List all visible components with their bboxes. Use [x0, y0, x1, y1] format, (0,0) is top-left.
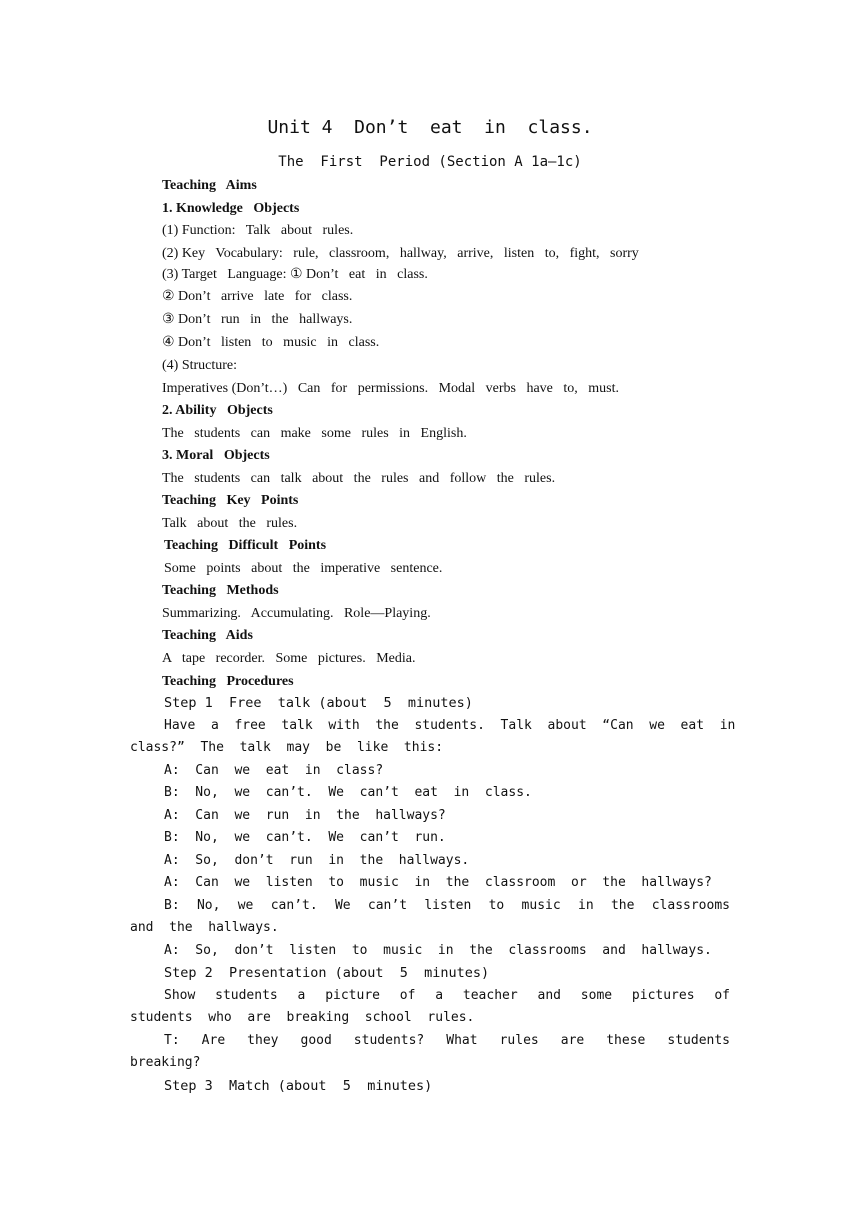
text-line: Summarizing. Accumulating. Role—Playing. [162, 606, 431, 621]
text-line: A tape recorder. Some pictures. Media. [162, 651, 416, 666]
text-line: Some points about the imperative sentence. [164, 561, 443, 576]
section-heading-procedures: Teaching Procedures [162, 674, 294, 689]
dialogue-line: A: Can we eat in class? [164, 763, 384, 778]
document-subtitle: The First Period (Section A 1a—1c) [278, 154, 582, 170]
text-line: (2) Key Vocabulary: rule, classroom, hallway, arrive, listen to, fight, sorry [162, 246, 639, 261]
text-line: (3) Target Language: ① Don’t eat in class. [162, 267, 428, 282]
dialogue-line: A: So, don’t run in the hallways. [164, 853, 470, 868]
subheading-moral-objects: 3. Moral Objects [162, 448, 270, 463]
text-line: Imperatives (Don’t…) Can for permissions. Modal verbs have to, must. [162, 381, 620, 396]
dialogue-line: B: No, we can’t. We can’t run. [164, 830, 446, 845]
text-line: The students can talk about the rules and follow the rules. [162, 471, 556, 486]
section-heading-methods: Teaching Methods [162, 583, 279, 598]
step-3-heading: Step 3 Match (about 5 minutes) [164, 1078, 433, 1094]
text-line: ② Don’t arrive late for class. [162, 289, 353, 304]
subheading-ability-objects: 2. Ability Objects [162, 403, 273, 418]
text-line: breaking? [130, 1055, 201, 1070]
step-2-heading: Step 2 Presentation (about 5 minutes) [164, 965, 490, 981]
dialogue-line: A: So, don’t listen to music in the classrooms and hallways. [164, 943, 712, 958]
text-line: Talk about the rules. [162, 516, 298, 531]
section-heading-key-points: Teaching Key Points [162, 493, 299, 508]
text-line: The students can make some rules in English. [162, 426, 467, 441]
dialogue-line: A: Can we run in the hallways? [164, 808, 446, 823]
dialogue-line: B: No, we can’t. We can’t eat in class. [164, 785, 532, 800]
text-line: ④ Don’t listen to music in class. [162, 335, 380, 350]
text-line: ③ Don’t run in the hallways. [162, 312, 353, 327]
step-1-heading: Step 1 Free talk (about 5 minutes) [164, 695, 473, 711]
text-line: (1) Function: Talk about rules. [162, 223, 354, 238]
text-line: class?” The talk may be like this: [130, 740, 444, 755]
text-line: Have a free talk with the students. Talk about “Can we eat in [164, 718, 736, 733]
text-line: (4) Structure: [162, 358, 238, 373]
subheading-knowledge-objects: 1. Knowledge Objects [162, 201, 300, 216]
dialogue-line: A: Can we listen to music in the classroom or the hallways? [164, 875, 712, 890]
text-line: students who are breaking school rules. [130, 1010, 475, 1025]
dialogue-line: B: No, we can’t. We can’t listen to music in the classrooms [164, 898, 730, 913]
document-title: Unit 4 Don’t eat in class. [267, 117, 593, 138]
section-heading-teaching-aims: Teaching Aims [162, 178, 257, 193]
text-line: T: Are they good students? What rules are these students [164, 1033, 730, 1048]
text-line: and the hallways. [130, 920, 279, 935]
section-heading-difficult-points: Teaching Difficult Points [164, 538, 327, 553]
text-line: Show students a picture of a teacher and some pictures of [164, 988, 730, 1003]
section-heading-aids: Teaching Aids [162, 628, 253, 643]
